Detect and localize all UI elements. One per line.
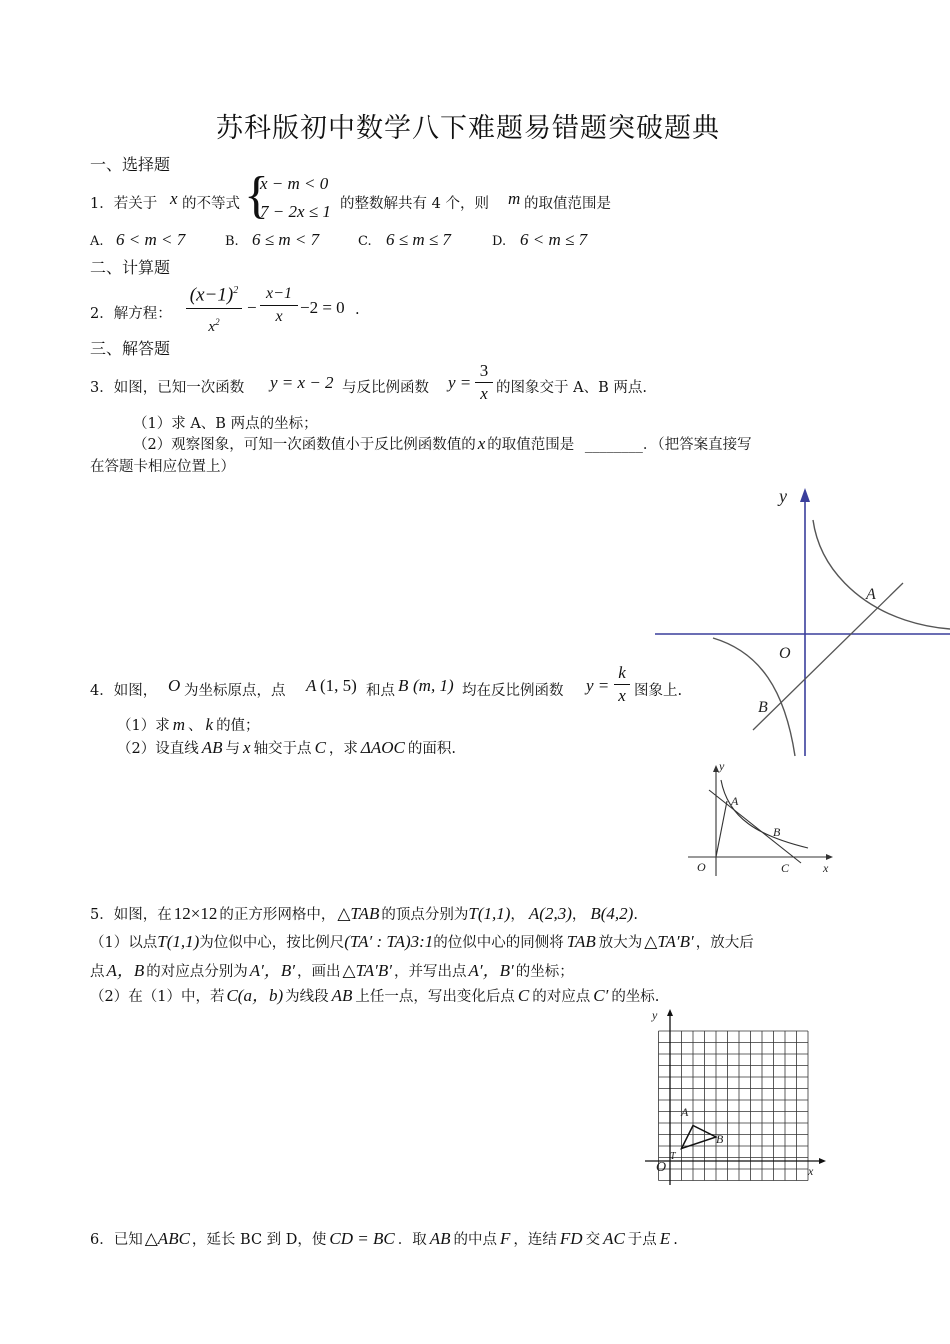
q5-label-o: O: [656, 1160, 667, 1175]
q3-label-o: O: [779, 645, 791, 662]
q5-p1i: ，并写出点: [393, 964, 467, 980]
q5-label-a: A: [681, 1105, 689, 1119]
q3-p2x: x: [477, 434, 486, 453]
q3-label-a: A: [866, 586, 876, 603]
q5-x-arrow: [819, 1158, 826, 1164]
q5-label-t: T: [670, 1151, 676, 1162]
q4-p2a: （2）设直线: [117, 741, 199, 757]
q5-p1f: 点: [90, 964, 105, 980]
q1-option-c: 6 ≤ m ≤ 7: [386, 230, 451, 249]
q3-f-num: 3: [475, 360, 493, 383]
q4-p2c: 轴交于点: [253, 741, 312, 757]
q4-figure: [683, 758, 843, 880]
q5-p1h: ，画出: [297, 964, 341, 980]
q5-p2e: 的坐标.: [611, 989, 660, 1005]
q2-f1-num: (x−1): [189, 284, 234, 306]
q5-p1Ap: A′，B′: [249, 961, 295, 980]
q5-p1tri: △TA′B′: [644, 932, 694, 951]
q5-label-x: x: [808, 1164, 814, 1178]
q4-y: y =: [586, 676, 610, 695]
q1-var-x: x: [170, 189, 178, 208]
q3-part-2: [133, 433, 863, 455]
q5-p2b: 为线段: [285, 989, 329, 1005]
q3-tail: 的图象交于 A、B 两点.: [496, 380, 647, 396]
question-6: [90, 1228, 790, 1249]
q5-label-y: y: [652, 1008, 658, 1022]
q2-f2-den: x: [275, 308, 283, 325]
q5-T: T(1,1): [468, 904, 511, 923]
q5-p1e: ，放大后: [695, 935, 754, 951]
q4-p1b: 的值；: [216, 718, 260, 734]
q2-lead: 2．解方程：: [90, 306, 172, 322]
q6-lead: 6．已知: [90, 1232, 143, 1248]
q4-p2b: 与: [225, 741, 241, 757]
q4-p2e: 的面积.: [407, 741, 456, 757]
q2-minus: −: [247, 298, 257, 317]
q3-answer-blank: ________: [584, 437, 643, 453]
q5-p2Cp: C′: [593, 986, 609, 1005]
q3-f-den: x: [480, 384, 488, 403]
q2-f1-den-exp: 2: [215, 317, 220, 328]
q5-p1b: 为位似中心，按比例尺: [199, 935, 345, 951]
q3-y-arrow: [800, 488, 810, 502]
q4-p1a: （1）求: [117, 718, 170, 734]
q2-f2-num: x−1: [260, 283, 298, 306]
q2-dot: .: [355, 302, 360, 318]
q5-triangle-tab: [682, 1126, 717, 1149]
question-4: [90, 662, 700, 712]
q5-p1tri2: △TA′B′: [342, 961, 392, 980]
q3-label-y: y: [779, 486, 787, 506]
q6-F: F: [500, 1229, 511, 1248]
q5-sep1: ，: [510, 907, 525, 923]
question-5: [90, 903, 790, 924]
q3-p2a: （2）观察图象，可知一次函数值小于反比例函数值的: [133, 437, 476, 453]
q4-fraction: [614, 662, 630, 707]
q4-f-den: x: [618, 686, 626, 705]
q5-p1g: 的对应点分别为: [146, 964, 248, 980]
q4-p2d: ，求: [328, 741, 358, 757]
q5-p1ratio: (TA′ : TA)3:1: [344, 932, 434, 951]
q6-t4: ，连结: [513, 1232, 557, 1248]
q4-B-coord: (m, 1): [413, 676, 454, 695]
q4-p2AB: AB: [201, 738, 223, 757]
q5-p2C: C(a，b): [226, 986, 284, 1005]
page-title: 苏科版初中数学八下难题易错题突破题典: [216, 113, 720, 144]
q4-p2C: C: [314, 738, 326, 757]
q1-inequality-1: x − m < 0: [260, 174, 329, 193]
q5-part-1-cont: [90, 956, 870, 981]
q4-segment-oa: [716, 801, 727, 857]
q5-p1TAB: TAB: [566, 932, 596, 951]
q1-option-a-label: A.: [90, 234, 104, 249]
q4-label-b: B: [773, 825, 781, 839]
q1-option-d-label: D.: [492, 234, 507, 249]
q2-fraction-2: [260, 283, 298, 328]
q1-option-b-label: B.: [225, 234, 239, 249]
q5-p1d: 放大为: [598, 935, 643, 951]
q4-O: O: [168, 676, 181, 695]
q5-B: B(4,2): [590, 904, 634, 923]
q4-f-num: k: [614, 662, 630, 685]
q2-f1-den: x: [208, 319, 216, 336]
q6-t5: 交: [585, 1232, 601, 1248]
q5-p1AB: A，B: [106, 961, 145, 980]
q4-t3: 均在反比例函数: [462, 683, 564, 699]
q6-AB: AB: [429, 1229, 451, 1248]
q5-t2: 的顶点分别为: [381, 907, 469, 923]
q4-t2: 和点: [366, 683, 395, 699]
q6-t7: .: [673, 1232, 678, 1248]
q1-option-d: 6 < m ≤ 7: [520, 230, 588, 249]
q5-p2C2: C: [517, 986, 530, 1005]
q5-p2c: 上任一点，写出变化后点: [355, 989, 515, 1005]
q6-t2: ．取: [397, 1232, 427, 1248]
q4-label-a: A: [731, 794, 739, 808]
q2-fraction-1: [186, 278, 242, 340]
q5-p1j: 的坐标；: [515, 964, 574, 980]
q3-part-2-cont: 在答题卡相应位置上）: [90, 459, 235, 475]
q4-A: A: [306, 676, 317, 695]
q4-hyperbola: [721, 780, 808, 848]
q4-A-coord: (1, 5): [320, 676, 357, 695]
q4-B: B: [398, 676, 409, 695]
section-heading-answer: 三、解答题: [90, 339, 171, 358]
q5-p1T: T(1,1): [157, 932, 200, 951]
q5-p2d: 的对应点: [532, 989, 591, 1005]
q5-lead: 5．如图，在: [90, 907, 172, 923]
question-3: [90, 360, 690, 410]
q5-y-arrow: [667, 1009, 673, 1016]
q3-fraction: [475, 360, 493, 405]
q1-mid: 的不等式: [182, 196, 240, 212]
q4-label-o: O: [697, 860, 706, 874]
q2-rest: −2 = 0: [300, 298, 345, 317]
q1-tail: 的整数解共有 4 个，则: [340, 196, 489, 212]
section-heading-calc: 二、计算题: [90, 258, 171, 277]
q3-label-b: B: [758, 699, 768, 716]
q6-E: E: [659, 1229, 671, 1248]
q5-p1Ap2: A′，B′: [468, 961, 514, 980]
q5-t1: 的正方形网格中，: [219, 907, 336, 923]
q5-A: A(2,3): [528, 904, 572, 923]
q4-label-y: y: [719, 759, 725, 773]
q4-label-x: x: [823, 861, 829, 875]
q1-option-c-label: C.: [358, 234, 372, 249]
q5-part-2: [90, 981, 870, 1006]
q5-p2AB: AB: [331, 986, 353, 1005]
q1-option-b: 6 ≤ m < 7: [252, 230, 320, 249]
q3-mid: 与反比例函数: [342, 380, 429, 396]
section-heading-choice: 一、选择题: [90, 155, 171, 174]
q6-t6: 于点: [627, 1232, 657, 1248]
q1-options: [90, 228, 650, 252]
q6-eq: CD = BC: [329, 1229, 395, 1248]
q4-label-c: C: [781, 861, 790, 875]
q3-p2b: 的取值范围是: [487, 437, 575, 453]
q4-t1: 为坐标原点，点: [184, 683, 286, 699]
q3-hyperbola-upper: [813, 520, 950, 629]
q4-p1sep: 、: [188, 718, 203, 734]
q5-grid: 12×12: [173, 904, 218, 923]
q3-p2c: ．（把答案直接写: [642, 437, 752, 453]
q4-part-1: [117, 714, 260, 735]
q1-var-m: m: [508, 189, 521, 208]
q4-p1k: k: [205, 715, 214, 734]
q6-t1: ，延长 BC 到 D，使: [191, 1232, 327, 1248]
q5-grid-figure: [640, 1005, 830, 1190]
q1-end: 的取值范围是: [524, 196, 611, 212]
q4-t4: 图象上.: [634, 683, 683, 699]
q5-t3: .: [633, 907, 638, 923]
q2-f1-exp: 2: [233, 285, 239, 296]
q4-p2tri: ΔAOC: [360, 738, 405, 757]
q6-t3: 的中点: [453, 1232, 497, 1248]
q1-option-a: 6 < m < 7: [116, 230, 186, 249]
q6-tri: △ABC: [144, 1229, 190, 1248]
q1-brace: {: [244, 167, 269, 224]
q5-p1a: （1）以点: [90, 935, 158, 951]
q4-lead: 4．如图，: [90, 683, 158, 699]
q5-label-b: B: [716, 1132, 724, 1146]
q4-p2x: x: [243, 738, 251, 757]
q5-tri: △TAB: [337, 904, 380, 923]
q4-part-2: [117, 737, 456, 758]
q3-y: y =: [448, 373, 472, 392]
q5-part-1: [90, 931, 870, 952]
q3-eq1: y = x − 2: [270, 373, 334, 392]
q5-p1c: 的位似中心的同侧将: [433, 935, 564, 951]
q1-lead: 1．若关于: [90, 196, 158, 212]
q4-p1m: m: [172, 715, 186, 734]
q6-AC: AC: [603, 1229, 625, 1248]
q5-p2a: （2）在（1）中，若: [90, 989, 225, 1005]
q4-x-arrow: [826, 854, 833, 860]
q3-figure: [655, 480, 950, 760]
q3-lead: 3．如图，已知一次函数: [90, 380, 245, 396]
q1-inequality-2: 7 − 2x ≤ 1: [260, 202, 331, 221]
q4-line-ab: [709, 790, 801, 863]
question-2: [90, 278, 490, 334]
q3-line: [753, 583, 903, 730]
q6-FD: FD: [559, 1229, 583, 1248]
q5-sep2: ，: [571, 907, 587, 923]
q3-part-1: （1）求 A、B 两点的坐标；: [133, 416, 318, 432]
